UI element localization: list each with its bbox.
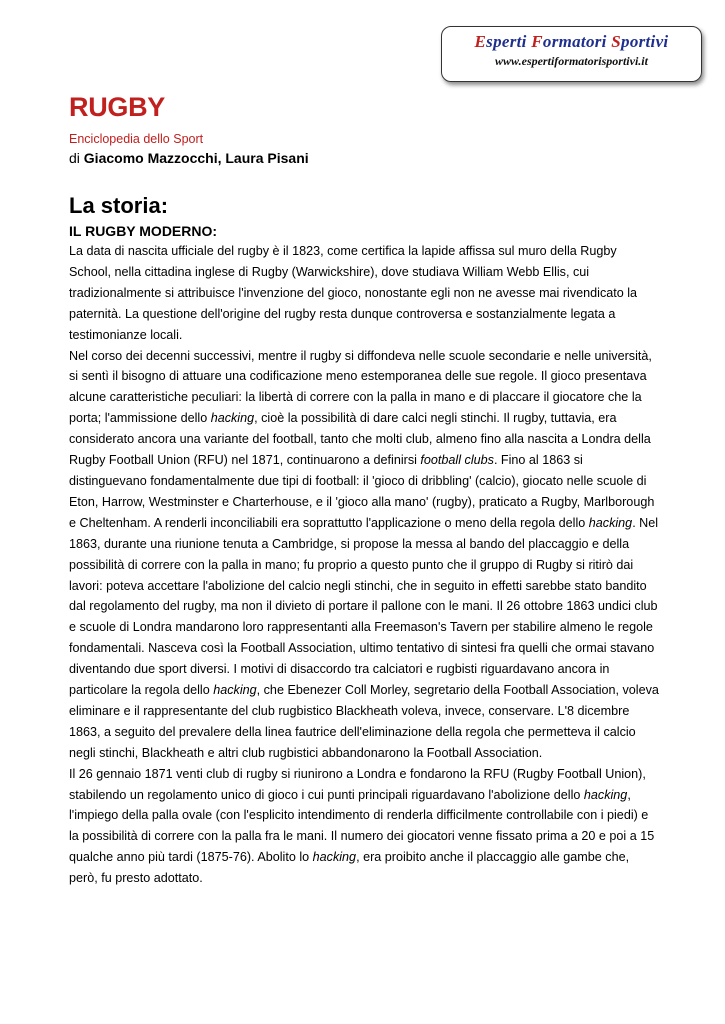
authors-line [69, 148, 659, 168]
authors-names: Giacomo Mazzocchi, Laura Pisani [83, 150, 309, 166]
paragraph [69, 764, 659, 889]
italic-term: hacking [210, 411, 255, 426]
authors-prefix: di [69, 150, 84, 166]
subsection-heading: IL RUGBY MODERNO: [69, 223, 218, 239]
paragraph-text: La data di nascita ufficiale del rugby è il 1823, come certifica la lapide affissa sul muro della Rugby School, nella cittadina inglese di Rugby (Warwickshire), dove studiava William Webb Ellis, cui tradizionalmente si attribuisce l'invenzione del gioco, nonostante egli non ne avesse mai rivendicato la paternità. La questione dell'origine del rugby resta dunque controversa e sostanzialmente legata a testimonianze locali. [69, 244, 638, 342]
paragraph-text: . Fino al 1863 si distinguevano fondamentalmente due tipi di football: il 'gioco di dribbling' (calcio), giocato nelle scuole di Eton, Harrow, Westminster e Charterhouse, e il 'gioco alla mano' (rugby), praticato a Rugby, Marlborough e Cheltenham. A renderli inconciliabili era soprattutto l'applicazione o meno della regola dello [69, 453, 655, 530]
italic-term: hacking [583, 787, 628, 802]
paragraph-text: , era proibito anche il placcaggio alle gambe che, però, fu presto adottato. [69, 850, 630, 886]
italic-term: football clubs [420, 453, 494, 468]
paragraph [69, 241, 659, 346]
paragraph-text: , l'impiego della palla ovale (con l'esplicito intendimento di renderla difficilmente controllabile con i piedi) e la possibilità di correre con la palla fra le mani. Il numero dei giocatori venne fissato prima a 20 e poi a 15 qualche anno più tardi (1875-76). Abolito lo [69, 787, 655, 865]
paragraph [69, 346, 659, 764]
document-title: RUGBY [69, 92, 166, 122]
paragraph-text: Nel corso dei decenni successivi, mentre il rugby si diffondeva nelle scuole secondarie e nelle università, si sentì il bisogno di attuare una codificazione meno estemporanea delle sue regole. Il gioco presentava alcune caratteristiche peculiari: la libertà di correre con la palla in mano e di placcare il giocatore che la porta; l'ammissione dello [69, 348, 652, 426]
paragraph-text: Il 26 gennaio 1871 venti club di rugby si riunirono a Londra e fondarono la RFU (Rugby Football Union), stabilendo un regolamento unico di gioco i cui punti principali riguardavano l'abolizione dello [69, 766, 646, 802]
publisher-logo-box [441, 26, 702, 82]
document-body [69, 88, 659, 889]
publisher-url: www.espertiformatorisportivi.it [495, 54, 648, 68]
italic-term: hacking [312, 850, 357, 865]
document-subtitle: Enciclopedia dello Sport [69, 132, 204, 146]
paragraph-text: , cioè la possibilità di dare calci negli stinchi. Il rugby, tuttavia, era considerato ancora una variante del football, tanto che molti club, almeno fino alla nascita a Londra della Rugby Football Union (RFU) nel 1871, continuarono a definirsi [69, 411, 651, 468]
paragraph-text: . Nel 1863, durante una riunione tenuta a Cambridge, si propose la messa al bando del placcaggio e della possibilità di correre con la palla in mano; fu proprio a questo punto che il gruppo di Rugby si ritirò dai lavori: poteva accettare l'abolizione del calcio negli stinchi, che in seguito in effetti sarebbe stato bandito dal regolamento del rugby, ma non il divieto di portare il pallone con le mani. Il 26 ottobre 1863 undici club e scuole di Londra mandarono loro rappresentanti alla Freemason's Tavern per stabilire almeno le regole fondamentali. Nasceva così la Football Association, ultimo tentativo di sintesi fra quelli che ormai stavano diventando due sport diversi. I motivi di disaccordo tra calciatori e rugbisti riguardavano ancora in particolare la regola dello [69, 515, 659, 698]
article-text [69, 241, 659, 889]
paragraph-text: , che Ebenezer Coll Morley, segretario della Football Association, voleva eliminare e il rappresentante del club rugbistico Blackheath voleva, invece, conservare. L'8 dicembre 1863, a seguito del prevalere della linea fautrice dell'eliminazione della regola che permetteva il calcio negli stinchi, Blackheath e altri club rugbistici abbandonarono la Football Association. [69, 683, 659, 760]
section-heading: La storia: [69, 193, 169, 218]
italic-term: hacking [588, 515, 633, 530]
italic-term: hacking [213, 683, 257, 698]
publisher-name: Esperti Formatori Sportivi [474, 32, 669, 51]
